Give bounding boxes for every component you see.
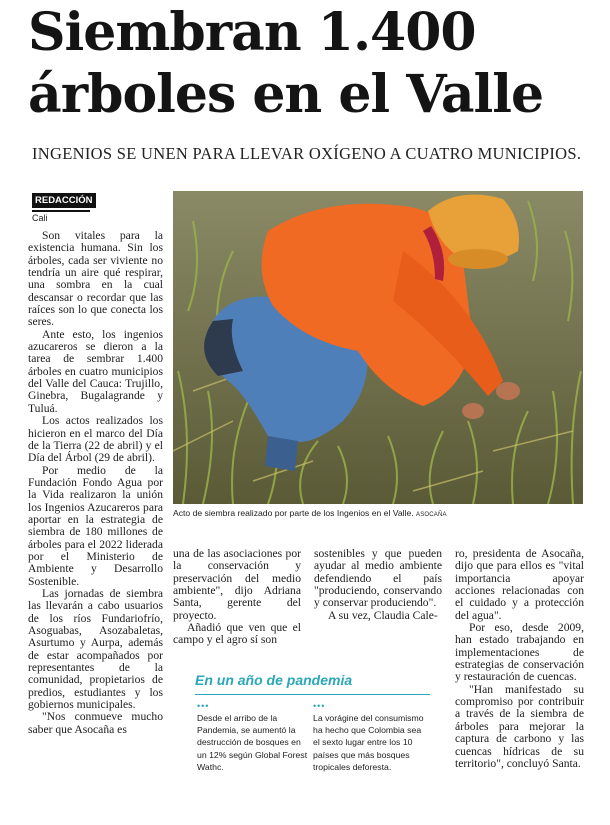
sidebar-title: En un año de pandemia xyxy=(195,672,353,688)
paragraph: una de las asociaciones por la conservación y preservación del medio ambiente", dijo Adriana Santa, gerente del proyecto. xyxy=(173,547,301,622)
article-column-2 xyxy=(173,548,301,647)
sidebar-fact-1 xyxy=(197,702,309,773)
sidebar-box xyxy=(190,672,434,792)
article-column-4 xyxy=(455,548,584,770)
headline-line-1: Siembran 1.400 xyxy=(28,2,476,63)
sidebar-fact-text: La vorágine del consumismo ha hecho que Colombia sea el sexto lugar entre los 10 países que más bosques tropicales deforesta. xyxy=(313,713,424,772)
paragraph: sostenibles y que pueden ayudar al medio ambiente defendiendo el país "produciendo, conservando y conservar produciendo". xyxy=(314,547,442,610)
paragraph: Son vitales para la existencia humana. Sin los árboles, cada ser viviente no tendría un aire qué respirar, una sombra en la cual descansar o recordar que las raíces son lo que conecta los seres. xyxy=(28,229,163,329)
dots-icon: ••• xyxy=(197,701,210,711)
subheadline: INGENIOS SE UNEN PARA LLEVAR OXÍGENO A CUATRO MUNICIPIOS. xyxy=(32,144,582,163)
byline xyxy=(32,190,94,223)
sidebar-fact-2 xyxy=(313,702,425,773)
photo-caption-text: Acto de siembra realizado por parte de los Ingenios en el Valle. xyxy=(173,508,414,518)
paragraph: "Han manifestado su compromiso por contribuir a través de la siembra de árboles para mejorar la captura de carbono y las cuencas hídricas de su territorio", concluyó Santa. xyxy=(455,682,584,770)
paragraph: Las jornadas de siembra las llevarán a cabo usuarios de los ríos Fundariofrío, Asoguabas, Asozabaletas, Asurtumo y Aurpa, además de estar acompañados por representantes de la comunidad, propietarios de predios, estudiantes y los gobiernos municipales. xyxy=(28,586,163,712)
article-photo xyxy=(173,191,583,504)
paragraph: Por medio de la Fundación Fondo Agua por la Vida realizaron la unión los Ingenios Azucareros para aportar en la estrategia de siembra de 180 millones de árboles para el 2022 liderada por el Ministerio de Ambiente y Desarrollo Sostenible. xyxy=(28,463,163,588)
sidebar-divider xyxy=(195,694,430,695)
byline-label: REDACCIÓN xyxy=(32,193,96,208)
paragraph: A su vez, Claudia Cale- xyxy=(328,608,438,622)
photo-credit: ASOCAÑA xyxy=(416,512,447,518)
paragraph: Ante esto, los ingenios azucareros se dieron a la tarea de sembrar 1.400 árboles en cuatro municipios del Valle del Cauca: Trujillo, Ginebra, Bugalagrande y Tuluá. xyxy=(28,327,163,415)
sidebar-fact-text: Desde el arribo de la Pandemia, se aumentó la destrucción de bosques en un 12% según Global Forest Wathc. xyxy=(197,713,308,772)
paragraph: Por eso, desde 2009, han estado trabajando en implementaciones de estrategias de conservación y restauración de cuencas. xyxy=(455,621,584,684)
headline xyxy=(28,2,588,126)
article-column-1 xyxy=(28,230,163,736)
paragraph: ro, presidenta de Asocaña, dijo que para ellos es "vital importancia apoyar acciones relacionadas con el cuidado y a protección del agua". xyxy=(455,547,584,622)
paragraph: Los actos realizados los hicieron en el marco del Día de la Tierra (22 de abril) y el Día del Árbol (29 de abril). xyxy=(28,414,163,465)
photo-illustration xyxy=(173,191,583,504)
dots-icon: ••• xyxy=(313,701,326,711)
byline-city: Cali xyxy=(32,210,90,223)
headline-line-2: árboles en el Valle xyxy=(28,64,544,125)
photo-caption xyxy=(173,508,583,518)
article-column-3 xyxy=(314,548,442,622)
paragraph: "Nos conmueve mucho saber que Asocaña es xyxy=(28,710,163,736)
paragraph: Añadió que ven que el campo y el agro sí son xyxy=(173,621,301,647)
